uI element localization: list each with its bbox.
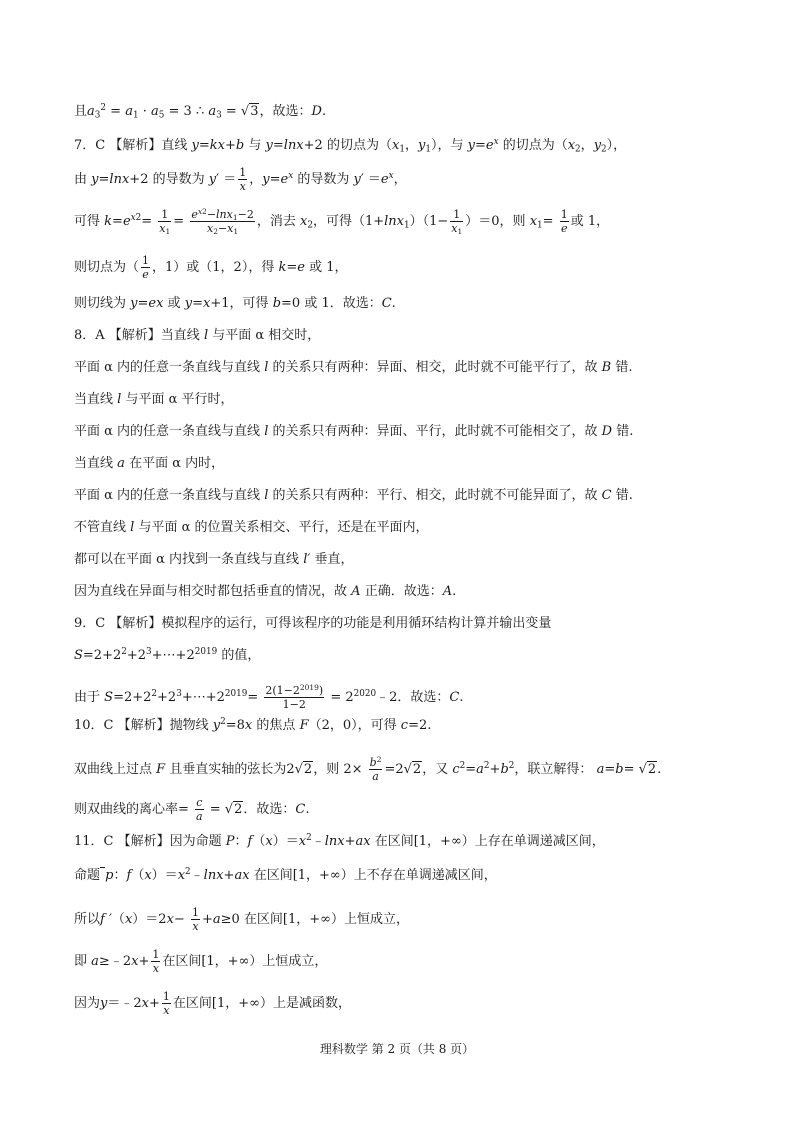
line-6: 则切线为 y=ex 或 y=x+1，可得 b=0 或 1．故选：C. <box>74 296 396 311</box>
line-5: 则切点为（ $\frac{1}{e}$ ，1）或（1，2），得 k=e 或 1， <box>74 254 348 281</box>
line-14: 都可以在平面 α 内找到一条直线与直线 l′ 垂直， <box>74 552 354 567</box>
line-22: 11．C 【解析】因为命题 P：$f(x)=x^2﹣\ln x+ax$ 在区间[1，+∞）上存在单调递减区间， <box>74 833 605 849</box>
line-19: 10．C 【解析】抛物线 $y^2=8x$ 的焦点 F（2，0），可得 c=2. <box>74 717 432 733</box>
line-9: 当直线 l 与平面 α 平行时， <box>74 392 234 407</box>
line-13: 不管直线 l 与平面 α 的位置关系相交、平行，还是在平面内， <box>74 520 429 535</box>
line-15: 因为直线在异面与相交时都包括垂直的情况，故 A 正确．故选：A. <box>74 584 457 599</box>
line-23: 命题 p：$f(x)=x^2﹣\ln x+ax$ 在区间[1，+∞）上不存在单调递减区间， <box>74 867 497 883</box>
line-12: 平面 α 内的任意一条直线与直线 l 的关系只有两种：平行、相交，此时就不可能异面了，故 C 错. <box>74 488 633 503</box>
line-4: 可得 $k=e^{x2}=$ $\frac{1}{x_1}$ = $\frac{e^{x2}-\ln x_1-2}{x_2-x_1}$ ，消去 $x_2$，可得（1+lnx$_1$）（1− $\frac{1}{x_1}$ ）＝0，则 $x_1=$ $\frac{1}{e}$ 或 1， <box>74 206 610 237</box>
line-8: 平面 α 内的任意一条直线与直线 l 的关系只有两种：异面、相交，此时就不可能平行了，故 B 错. <box>74 360 633 375</box>
line-3: 由 y=lnx+2 的导数为 y′ ＝ $\frac{1}{x}$ ，$y=e^x$ 的导数为 $y' =e^x$， <box>74 166 407 193</box>
line-16: 9．C 【解析】模拟程序的运行，可得该程序的功能是利用循环结构计算并输出变量 <box>74 616 552 631</box>
line-24: 所以f ′（x）＝2x− $\frac{1}{x}$ +a≥0 在区间[1，+∞）上恒成立， <box>74 906 409 933</box>
page-footer: 理科数学 第 2 页（共 8 页） <box>319 1042 475 1056</box>
line-18: 由于 $S=2+2^2+2^3+\cdots+2^{2019}=$ $\frac{2(1-2^{2019})}{1-2}$ = $2^{2020}﹣2$．故选：C. <box>74 682 464 711</box>
line-25: 即 a≥﹣2x+ $\frac{1}{x}$ 在区间[1，+∞）上恒成立， <box>74 948 328 975</box>
line-2: 7．C 【解析】直线 y=kx+b 与 y=lnx+2 的切点为（$x_1$，$y_1$），与 $y=e^x$ 的切点为（$x_2$，$y_2$）， <box>74 137 627 155</box>
line-11: 当直线 a 在平面 α 内时， <box>74 456 225 471</box>
line-20: 双曲线上过点 F 且垂直实轴的弦长为2√2，则 2× $\frac{b^2}{a}$ =2√2，又 $c^2=a^2+b^2$，联立解得： a=b= √2. <box>74 754 662 783</box>
line-21: 则双曲线的离心率= $\frac{c}{a}$ = √2．故选：C. <box>74 796 310 823</box>
line-10: 平面 α 内的任意一条直线与直线 l 的关系只有两种：异面、平行，此时就不可能相交了，故 D 错. <box>74 424 634 439</box>
line-17: $S=2+2^2+2^3+\cdots+2^{2019}$ 的值， <box>74 647 261 663</box>
line-26: 因为y＝﹣2x+ $\frac{1}{x}$ 在区间[1，+∞）上是减函数， <box>74 990 351 1017</box>
line-1: 且$a_3^2 = a_1 \cdot a_5 = 3$ ∴ $a_3 = √3$，故选：D. <box>74 103 327 121</box>
line-7: 8．A 【解析】当直线 l 与平面 α 相交时， <box>74 328 321 343</box>
